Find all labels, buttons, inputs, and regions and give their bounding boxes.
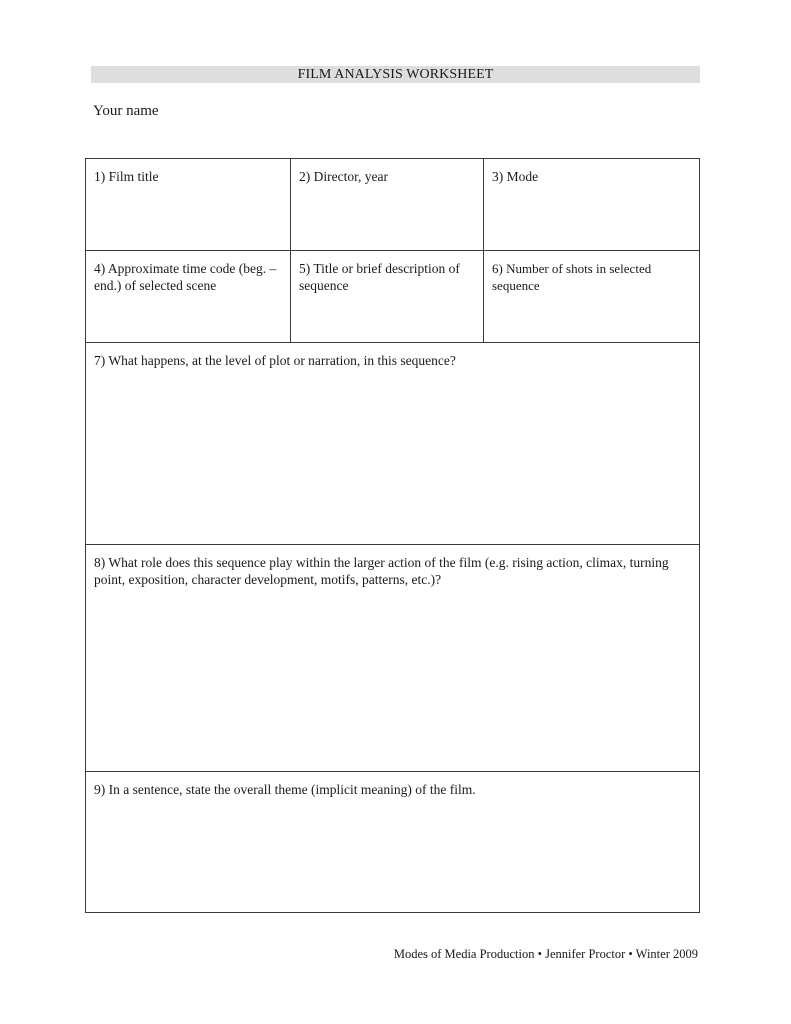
question-8-cell[interactable]: 8) What role does this sequence play within the larger action of the film (e.g. rising action, climax, turning point, exposition, character development, motifs, patterns, etc.)? [86, 545, 700, 772]
question-9-cell[interactable]: 9) In a sentence, state the overall theme (implicit meaning) of the film. [86, 772, 700, 913]
table-row [86, 159, 700, 251]
worksheet-title: FILM ANALYSIS WORKSHEET [91, 66, 700, 83]
your-name-label: Your name [93, 103, 159, 119]
shot-count-cell[interactable]: 6) Number of shots in selected sequence [484, 251, 700, 343]
film-title-cell[interactable]: 1) Film title [86, 159, 291, 251]
time-code-cell[interactable]: 4) Approximate time code (beg. – end.) of selected scene [86, 251, 291, 343]
table-row [86, 545, 700, 772]
question-7-cell[interactable]: 7) What happens, at the level of plot or narration, in this sequence? [86, 343, 700, 545]
mode-cell[interactable]: 3) Mode [484, 159, 700, 251]
table-row [86, 343, 700, 545]
table-row [86, 772, 700, 913]
sequence-title-cell[interactable]: 5) Title or brief description of sequence [291, 251, 484, 343]
worksheet-table [85, 158, 700, 913]
director-year-cell[interactable]: 2) Director, year [291, 159, 484, 251]
page-footer: Modes of Media Production • Jennifer Proctor • Winter 2009 [393, 947, 698, 961]
table-row [86, 251, 700, 343]
